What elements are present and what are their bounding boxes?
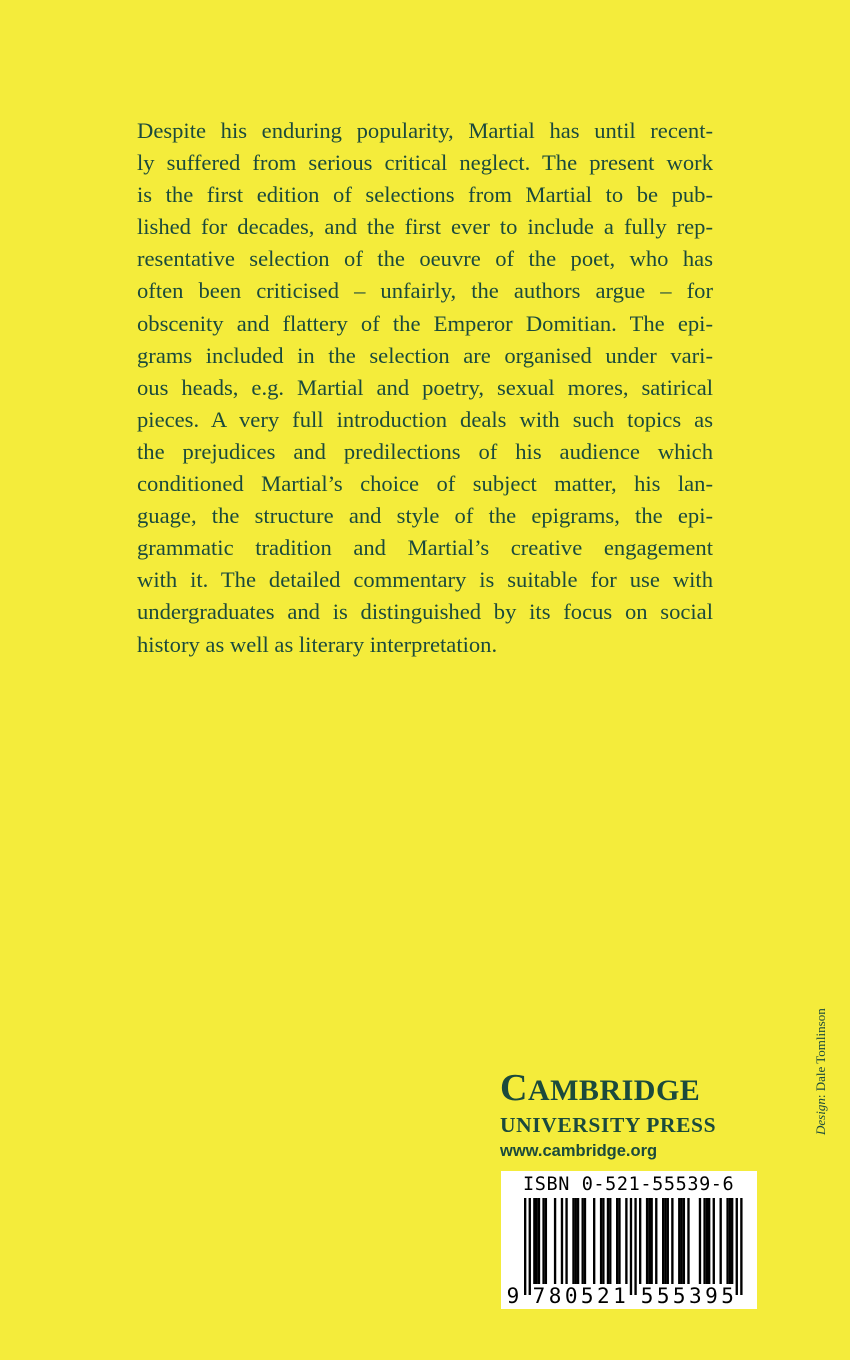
- barcode-bar: [740, 1198, 742, 1295]
- blurb-line: lished for decades, and the first ever to include a fully rep-: [137, 214, 713, 240]
- barcode: [501, 1171, 757, 1309]
- blurb-line: is the first edition of selections from Martial to be pub-: [137, 182, 713, 208]
- barcode-digit: 5: [672, 1284, 686, 1308]
- barcode-bar: [680, 1198, 682, 1284]
- design-credit-label: Design: [813, 1098, 828, 1135]
- barcode-bar: [625, 1198, 627, 1284]
- barcode-bar: [662, 1198, 664, 1284]
- blurb-line: ous heads, e.g. Martial and poetry, sexual mores, satirical: [137, 374, 713, 400]
- barcode-bar: [582, 1198, 584, 1284]
- barcode-bar: [708, 1198, 710, 1284]
- barcode-bar: [529, 1198, 531, 1295]
- publisher-subtitle-text: UNIVERSITY PRESS: [500, 1113, 717, 1137]
- barcode-bar: [671, 1198, 673, 1284]
- barcode-bar: [687, 1198, 689, 1284]
- blurb-line: with it. The detailed commentary is suitable for use with: [137, 567, 713, 593]
- barcode-digit: 5: [640, 1284, 654, 1308]
- barcode-bar: [731, 1198, 733, 1284]
- barcode-bar: [593, 1198, 595, 1284]
- barcode-digit: 5: [580, 1284, 594, 1308]
- barcode-bar: [646, 1198, 648, 1284]
- blurb-line: grams included in the selection are organised under vari-: [137, 342, 713, 368]
- barcode-digit: 1: [613, 1284, 626, 1308]
- publisher-name: [500, 1068, 758, 1111]
- barcode-bar: [630, 1198, 632, 1295]
- barcode-bar: [726, 1198, 728, 1284]
- barcode-bar: [706, 1198, 708, 1284]
- design-credit-separator: :: [813, 1091, 828, 1099]
- publisher-subtitle: [500, 1112, 758, 1138]
- barcode-digit: 9: [705, 1284, 718, 1308]
- barcode-bar: [639, 1198, 641, 1284]
- barcode-bar: [683, 1198, 685, 1284]
- back-cover-blurb: [137, 115, 713, 661]
- isbn-barcode-box: [501, 1171, 757, 1309]
- design-credit-name: Dale Tomlinson: [813, 1008, 828, 1092]
- barcode-bar: [609, 1198, 611, 1284]
- barcode-bar: [616, 1198, 618, 1284]
- barcode-bar: [554, 1198, 556, 1284]
- barcode-bar: [678, 1198, 680, 1284]
- blurb-line: obscenity and flattery of the Emperor Domitian. The epi-: [137, 310, 713, 336]
- publisher-url: www.cambridge.org: [500, 1142, 658, 1160]
- barcode-digit: 7: [532, 1284, 546, 1308]
- barcode-digit: 2: [597, 1284, 610, 1308]
- barcode-bar: [664, 1198, 666, 1284]
- barcode-bar: [565, 1198, 567, 1284]
- barcode-digit: 0: [564, 1284, 578, 1308]
- barcode-bar: [651, 1198, 653, 1284]
- isbn-label: ISBN 0-521-55539-6: [523, 1174, 735, 1195]
- blurb-line: conditioned Martial’s choice of subject matter, his lan-: [137, 471, 713, 497]
- barcode-bar: [648, 1198, 650, 1284]
- barcode-digit: 5: [721, 1284, 734, 1308]
- barcode-bar: [736, 1198, 738, 1295]
- barcode-digit: 5: [656, 1284, 670, 1308]
- barcode-bar: [607, 1198, 609, 1284]
- blurb-line: often been criticised – unfairly, the authors argue – for: [137, 278, 713, 304]
- barcode-bar: [699, 1198, 701, 1284]
- blurb-line: resentative selection of the oeuvre of the poet, who has: [137, 246, 713, 272]
- barcode-bar: [602, 1198, 604, 1284]
- blurb-line: the prejudices and predilections of his audience which: [137, 438, 713, 464]
- barcode-bar: [655, 1198, 657, 1284]
- blurb-line: undergraduates and is distinguished by its focus on social: [137, 599, 713, 625]
- barcode-bar: [729, 1198, 731, 1284]
- barcode-bar: [618, 1198, 620, 1284]
- barcode-bar: [561, 1198, 563, 1284]
- publisher-logo: [500, 1068, 758, 1164]
- barcode-bar: [542, 1198, 544, 1284]
- blurb-line: history as well as literary interpretation.: [137, 631, 498, 657]
- blurb-line: ly suffered from serious critical neglect. The present work: [137, 150, 713, 176]
- barcode-bar: [703, 1198, 705, 1284]
- barcode-digit: 3: [689, 1284, 702, 1308]
- blurb-line: guage, the structure and style of the epigrams, the epi-: [137, 503, 713, 529]
- barcode-bar: [577, 1198, 579, 1284]
- barcode-digit: 8: [548, 1284, 562, 1308]
- barcode-bar: [600, 1198, 602, 1284]
- barcode-bar: [575, 1198, 577, 1284]
- barcode-bar: [538, 1198, 540, 1284]
- blurb-line: pieces. A very full introduction deals with such topics as: [137, 406, 713, 432]
- barcode-bar: [634, 1198, 636, 1295]
- barcode-bar: [720, 1198, 722, 1284]
- barcode-bar: [667, 1198, 669, 1284]
- barcode-bar: [524, 1198, 526, 1295]
- blurb-line: grammatic tradition and Martial’s creative engagement: [137, 535, 713, 561]
- barcode-bar: [545, 1198, 547, 1284]
- barcode-bar: [536, 1198, 538, 1284]
- barcode-bar: [584, 1198, 586, 1284]
- blurb-line: Despite his enduring popularity, Martial has until recent-: [137, 118, 713, 143]
- barcode-bar: [572, 1198, 574, 1284]
- barcode-bar: [533, 1198, 535, 1284]
- design-credit: [810, 985, 832, 1135]
- barcode-bar: [713, 1198, 715, 1284]
- publisher-name-text: CAMBRIDGE: [500, 1067, 701, 1109]
- barcode-digit: 9: [506, 1284, 520, 1308]
